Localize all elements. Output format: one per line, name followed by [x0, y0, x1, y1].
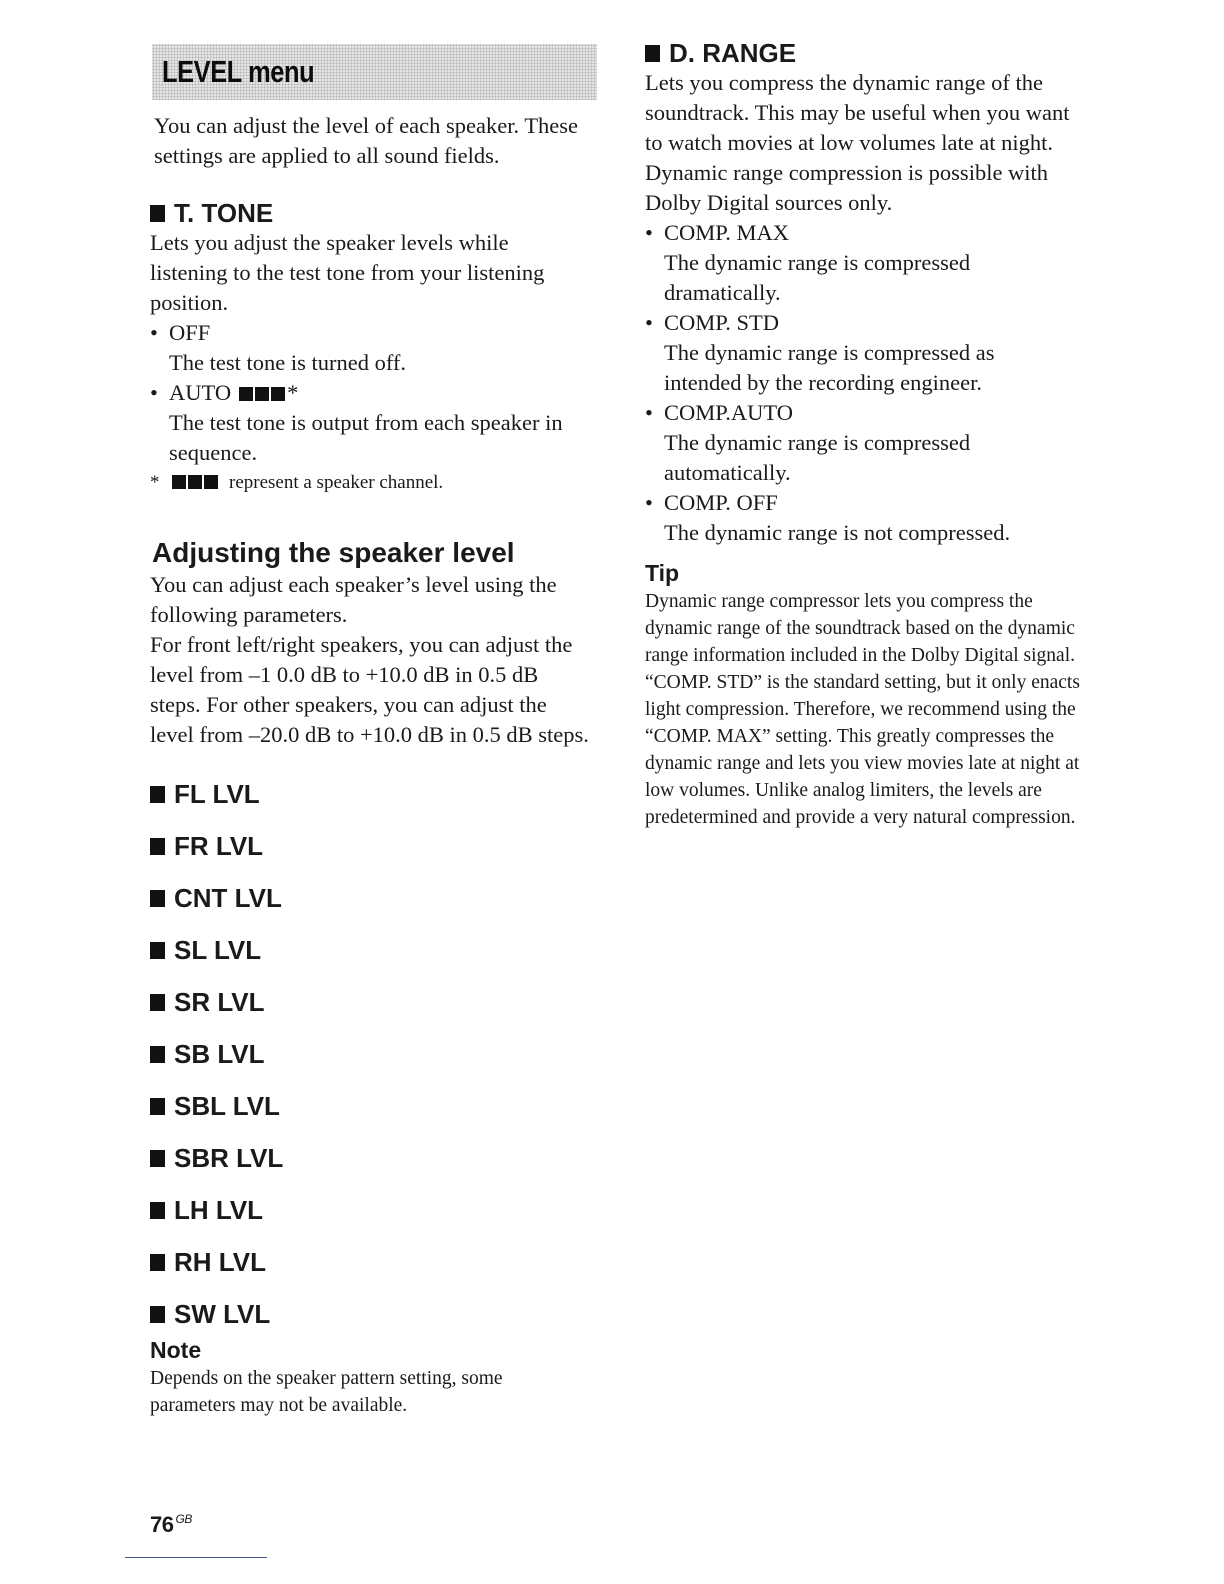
bullet-dot-icon: • [150, 380, 158, 405]
level-item-sl: SL LVL [150, 935, 600, 987]
adjust-heading: Adjusting the speaker level [152, 537, 515, 568]
option-item: • COMP. STD [645, 308, 1090, 338]
note-text: Depends on the speaker pattern setting, some parameters may not be available. [150, 1368, 503, 1416]
square-bullet-icon [150, 786, 165, 803]
option-desc: The dynamic range is compressed automatically. [664, 430, 971, 485]
ttone-heading [150, 198, 600, 228]
option-item: • COMP.AUTO [645, 398, 1090, 428]
option-item [150, 318, 600, 348]
bullet-dot-icon: • [150, 320, 158, 345]
option-asterisk: * [287, 380, 299, 405]
square-bullet-icon [150, 1306, 165, 1323]
level-item-fl: FL LVL [150, 779, 600, 831]
square-bullet-icon [150, 1202, 165, 1219]
bullet-dot-icon: • [645, 400, 653, 425]
adjust-p2: For front left/right speakers, you can adjust the level from –1 0.0 dB to +10.0 dB in 0.5 dB steps. For other speakers, you can adjust the level from –20.0 dB to +10.0 dB in 0.5 dB steps. [150, 632, 589, 747]
level-item-sb: SB LVL [150, 1039, 600, 1091]
level-item-sbr: SBR LVL [150, 1143, 600, 1195]
square-bullet-icon [150, 205, 165, 222]
footnote [150, 468, 600, 498]
square-bullet-icon [150, 1254, 165, 1271]
tip-p2: “COMP. STD” is the standard setting, but it only enacts light compression. Therefore, we recommend using the “COMP. MAX” setting. This greatly compresses the dynamic range and lets you view movies late at night at low volumes. Unlike analog limiters, the levels are predetermined and provide a very natural compression. [645, 672, 1080, 828]
option-desc: The test tone is output from each speaker in sequence. [169, 410, 563, 465]
ttone-text: Lets you adjust the speaker levels while listening to the test tone from your listening position. [150, 230, 545, 315]
note-heading: Note [150, 1337, 202, 1363]
bullet-dot-icon: • [645, 310, 653, 335]
option-item: • COMP. MAX [645, 218, 1090, 248]
option-item [150, 378, 600, 408]
level-item-sr: SR LVL [150, 987, 600, 1039]
level-list [150, 779, 600, 1333]
page-suffix: GB [175, 1512, 192, 1526]
square-bullet-icon [645, 45, 660, 62]
square-bullet-icon [150, 838, 165, 855]
level-item-cnt: CNT LVL [150, 883, 600, 935]
square-bullet-icon [150, 942, 165, 959]
option-desc: The dynamic range is compressed as intended by the recording engineer. [664, 340, 995, 395]
option-desc: The test tone is turned off. [169, 350, 407, 375]
option-label: AUTO [169, 380, 232, 405]
footnote-star: * [150, 472, 160, 493]
right-column [645, 38, 1090, 831]
level-item-fr: FR LVL [150, 831, 600, 883]
footer-rule [125, 1557, 267, 1558]
banner-title: LEVEL menu [162, 54, 315, 89]
intro-text: You can adjust the level of each speaker. These settings are applied to all sound fields. [154, 113, 579, 168]
option-desc: The dynamic range is not compressed. [664, 520, 1011, 545]
square-bullet-icon [150, 994, 165, 1011]
drange-title: D. RANGE [669, 38, 797, 68]
drange-heading [645, 38, 1090, 68]
option-item: • COMP. OFF [645, 488, 1090, 518]
channel-squares-icon [239, 378, 287, 408]
level-item-sw: SW LVL [150, 1299, 600, 1333]
level-menu-banner [152, 44, 597, 100]
ttone-title: T. TONE [174, 198, 274, 228]
left-column [150, 44, 600, 1419]
ttone-section [150, 198, 600, 498]
adjust-p1: You can adjust each speaker’s level using the following parameters. [150, 572, 557, 627]
bullet-dot-icon: • [645, 490, 653, 515]
square-bullet-icon [150, 890, 165, 907]
page-number: 76 $^{GB}$ [150, 1512, 192, 1537]
footnote-text: represent a speaker channel. [229, 472, 444, 493]
level-item-sbl: SBL LVL [150, 1091, 600, 1143]
drange-text: Lets you compress the dynamic range of the soundtrack. This may be useful when you want to watch movies at low volumes late at night. Dynamic range compression is possible with Dolby Digital sources only. [645, 70, 1070, 215]
level-item-rh: RH LVL [150, 1247, 600, 1299]
bullet-dot-icon: • [645, 220, 653, 245]
square-bullet-icon [150, 1098, 165, 1115]
channel-squares-icon [172, 472, 225, 493]
tip-p1: Dynamic range compressor lets you compress the dynamic range of the soundtrack based on the dynamic range information included in the Dolby Digital signal. [645, 591, 1075, 666]
square-bullet-icon [150, 1150, 165, 1167]
level-item-lh: LH LVL [150, 1195, 600, 1247]
square-bullet-icon [150, 1046, 165, 1063]
tip-heading: Tip [645, 560, 680, 586]
option-desc: The dynamic range is compressed dramatically. [664, 250, 971, 305]
option-label: OFF [169, 320, 211, 345]
